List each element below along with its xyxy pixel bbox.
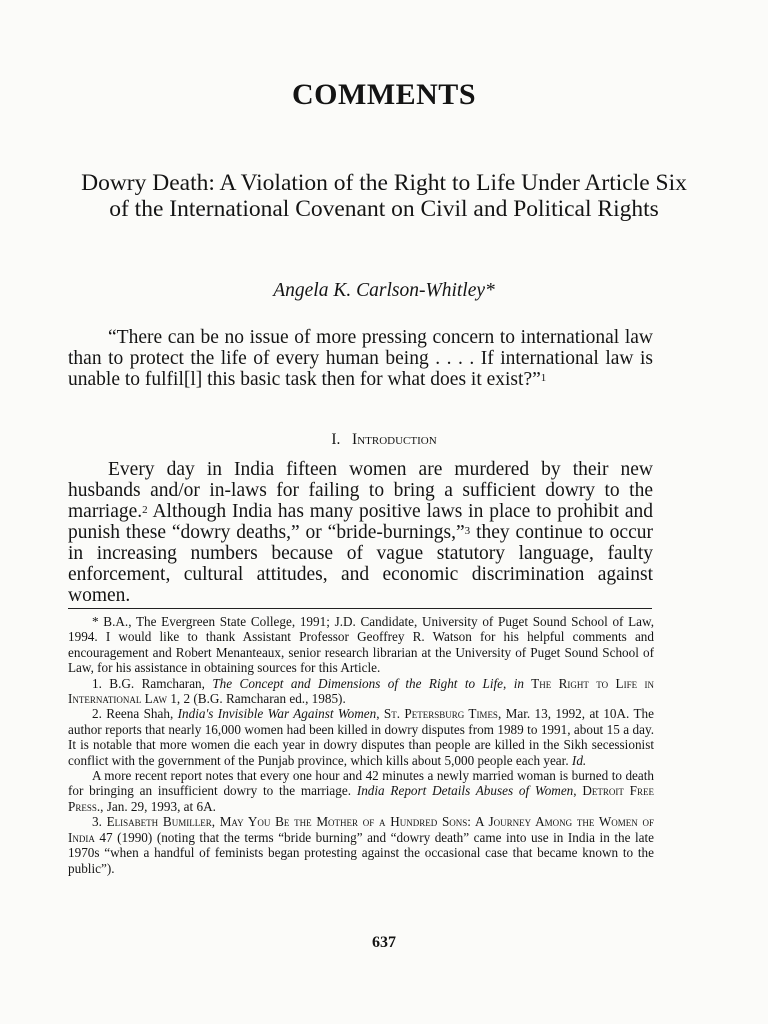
author-name: Angela K. Carlson-Whitley* [273,280,495,301]
footnote-divider [68,608,652,609]
footnote-author: * B.A., The Evergreen State College, 1991; J.D. Candidate, University of Puget Sound School of Law, 1994. I would like to thank Assistant Professor Geoffrey R. Watson for his helpful comments and encouragement and Robert Menanteaux, senior research librarian at the University of Puget Sound School of Law, for his assistance in obtaining sources for this Article. [68,614,654,676]
page-number: 637 [372,934,396,951]
intro-text-2: Although India has many positive laws in place to prohibit and punish these “dowry deaths,” or “bride-burnings,” [68,501,653,543]
footnote-1: 1. B.G. Ramcharan, The Concept and Dimensions of the Right to Life, in The Right to Life in International Law 1, 2 (B.G. Ramcharan ed., 1985). [68,675,654,707]
footnote-ref-1[interactable]: 1 [540,372,547,384]
introduction-paragraph [68,459,653,606]
footnote-2-continued: A more recent report notes that every one hour and 42 minutes a newly married woman is burned to death for bringing an insufficient dowry to the marriage. India Report Details Abuses of Women, Detroit Free Press., Jan. 29, 1993, at 6A. [68,768,654,814]
footnote-ref-2[interactable]: 2 [142,504,148,516]
epigraph [68,327,653,390]
section-title: Introduction [352,431,437,448]
intro-text-1: Every day in India fifteen women are murdered by their new husbands and/or in-laws for failing to bring a sufficient dowry to the marriage. [68,459,653,522]
epigraph-quote: “There can be no issue of more pressing concern to international law than to protect the life of every human being . . . . If international law is unable to fulfil[l] this basic task then for what does it exist?” [68,327,653,390]
footnotes [68,614,654,876]
section-heading: COMMENTS [292,78,476,111]
footnote-ref-3[interactable]: 3 [464,525,471,537]
section-heading-introduction [0,431,768,449]
section-numeral: I. [331,431,341,448]
footnote-3: 3. Elisabeth Bumiller, May You Be the Mother of a Hundred Sons: A Journey Among the Women of India 47 (1990) (noting that the terms “bride burning” and “dowry death” came into use in India in the late 1970s “when a handful of feminists began protesting against the occasional case that became known to the public”). [68,814,655,876]
intro-text-3: they continue to occur in increasing numbers because of vague statutory language, faulty enforcement, cultural attitudes, and economic discrimination against women. [68,522,653,606]
article-title: Dowry Death: A Violation of the Right to Life Under Article Six of the International Covenant on Civil and Political Rights [81,170,687,222]
footnote-2: 2. Reena Shah, India's Invisible War Against Women, St. Petersburg Times, Mar. 13, 1992, at 10A. The author reports that nearly 16,000 women had been killed in dowry disputes from 1989 to 1991, about 15 a day. It is notable that more women die each year in dowry disputes than people are killed in the Sikh secessionist conflict with the government of the Punjab province, which kills about 5,000 people each year. Id. [68,706,654,768]
